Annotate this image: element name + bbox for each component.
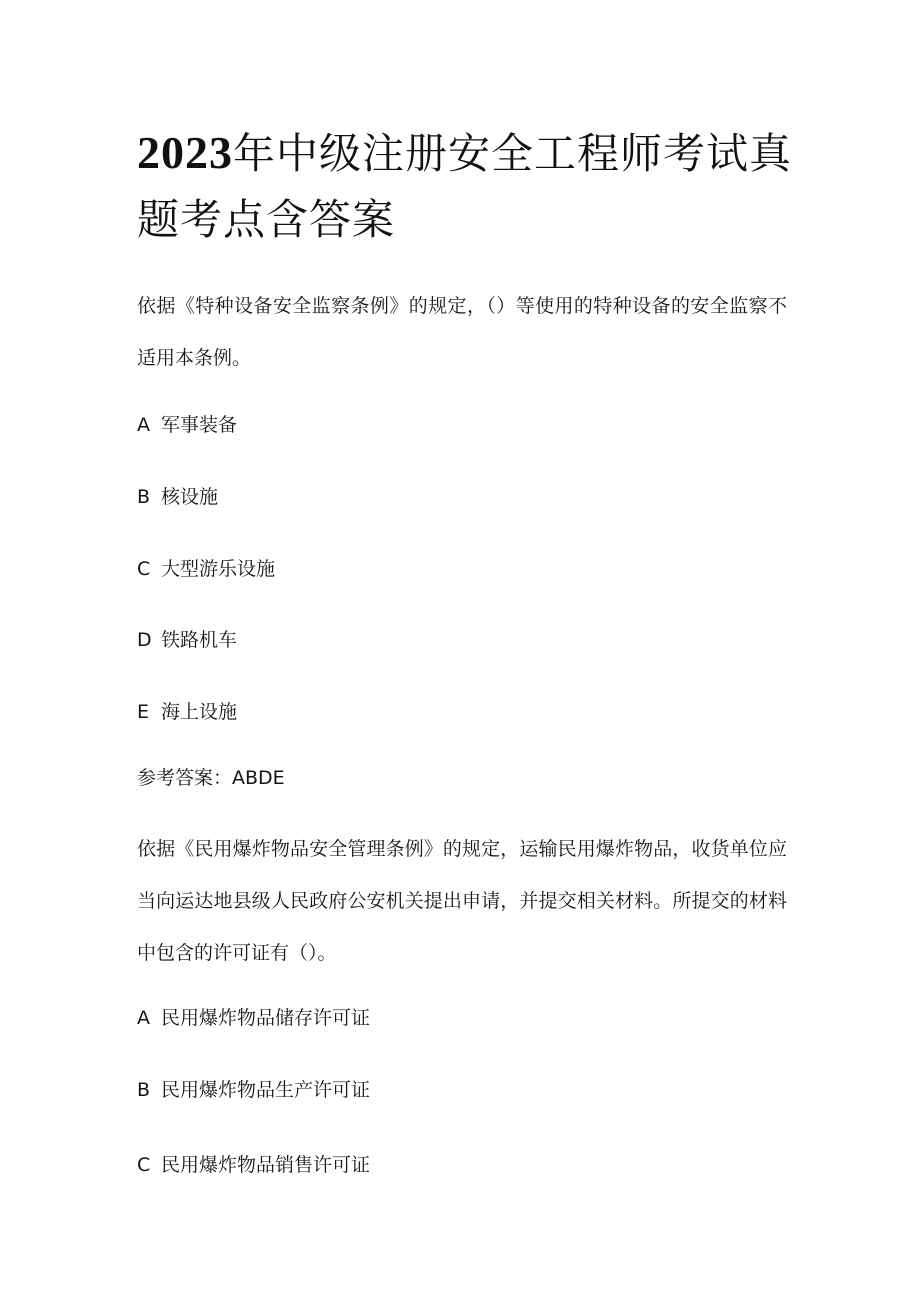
option-text: 民用爆炸物品储存许可证 xyxy=(161,1007,371,1029)
question-1-option-c xyxy=(137,557,275,581)
option-text: 军事装备 xyxy=(161,414,238,436)
option-label: B xyxy=(137,1079,151,1101)
option-label: B xyxy=(137,486,151,508)
option-text: 铁路机车 xyxy=(161,629,238,651)
title-year: 2023 xyxy=(137,127,233,178)
option-label: D xyxy=(137,629,152,651)
option-text: 民用爆炸物品生产许可证 xyxy=(161,1079,371,1101)
question-1-option-b xyxy=(137,485,218,509)
question-2-stem: 依据《民用爆炸物品安全管理条例》的规定，运输民用爆炸物品，收货单位应当向运达地县级人民政府公安机关提出申请，并提交相关材料。所提交的材料中包含的许可证有（）。 xyxy=(137,838,787,964)
question-1-option-a xyxy=(137,413,237,437)
option-label: A xyxy=(137,414,150,436)
option-label: C xyxy=(137,1154,151,1176)
title-text: 年中级注册安全工程师考试真题考点含答案 xyxy=(137,129,793,244)
question-2-option-a xyxy=(137,1006,370,1030)
document-title xyxy=(137,120,797,253)
question-2-option-b xyxy=(137,1078,370,1102)
option-label: E xyxy=(137,701,150,723)
option-label: C xyxy=(137,558,151,580)
option-text: 民用爆炸物品销售许可证 xyxy=(161,1154,371,1176)
option-text: 海上设施 xyxy=(161,701,238,723)
question-1-stem: 依据《特种设备安全监察条例》的规定，（）等使用的特种设备的安全监察不适用本条例。 xyxy=(137,295,787,369)
answer-label: 参考答案： xyxy=(137,767,233,789)
option-label: A xyxy=(137,1007,150,1029)
answer-value: ABDE xyxy=(232,767,285,789)
question-1-option-d xyxy=(137,628,237,652)
question-2-option-c xyxy=(137,1153,370,1177)
option-text: 核设施 xyxy=(161,486,219,508)
question-1-option-e xyxy=(137,700,237,724)
question-1-answer xyxy=(137,766,285,790)
option-text: 大型游乐设施 xyxy=(161,558,276,580)
